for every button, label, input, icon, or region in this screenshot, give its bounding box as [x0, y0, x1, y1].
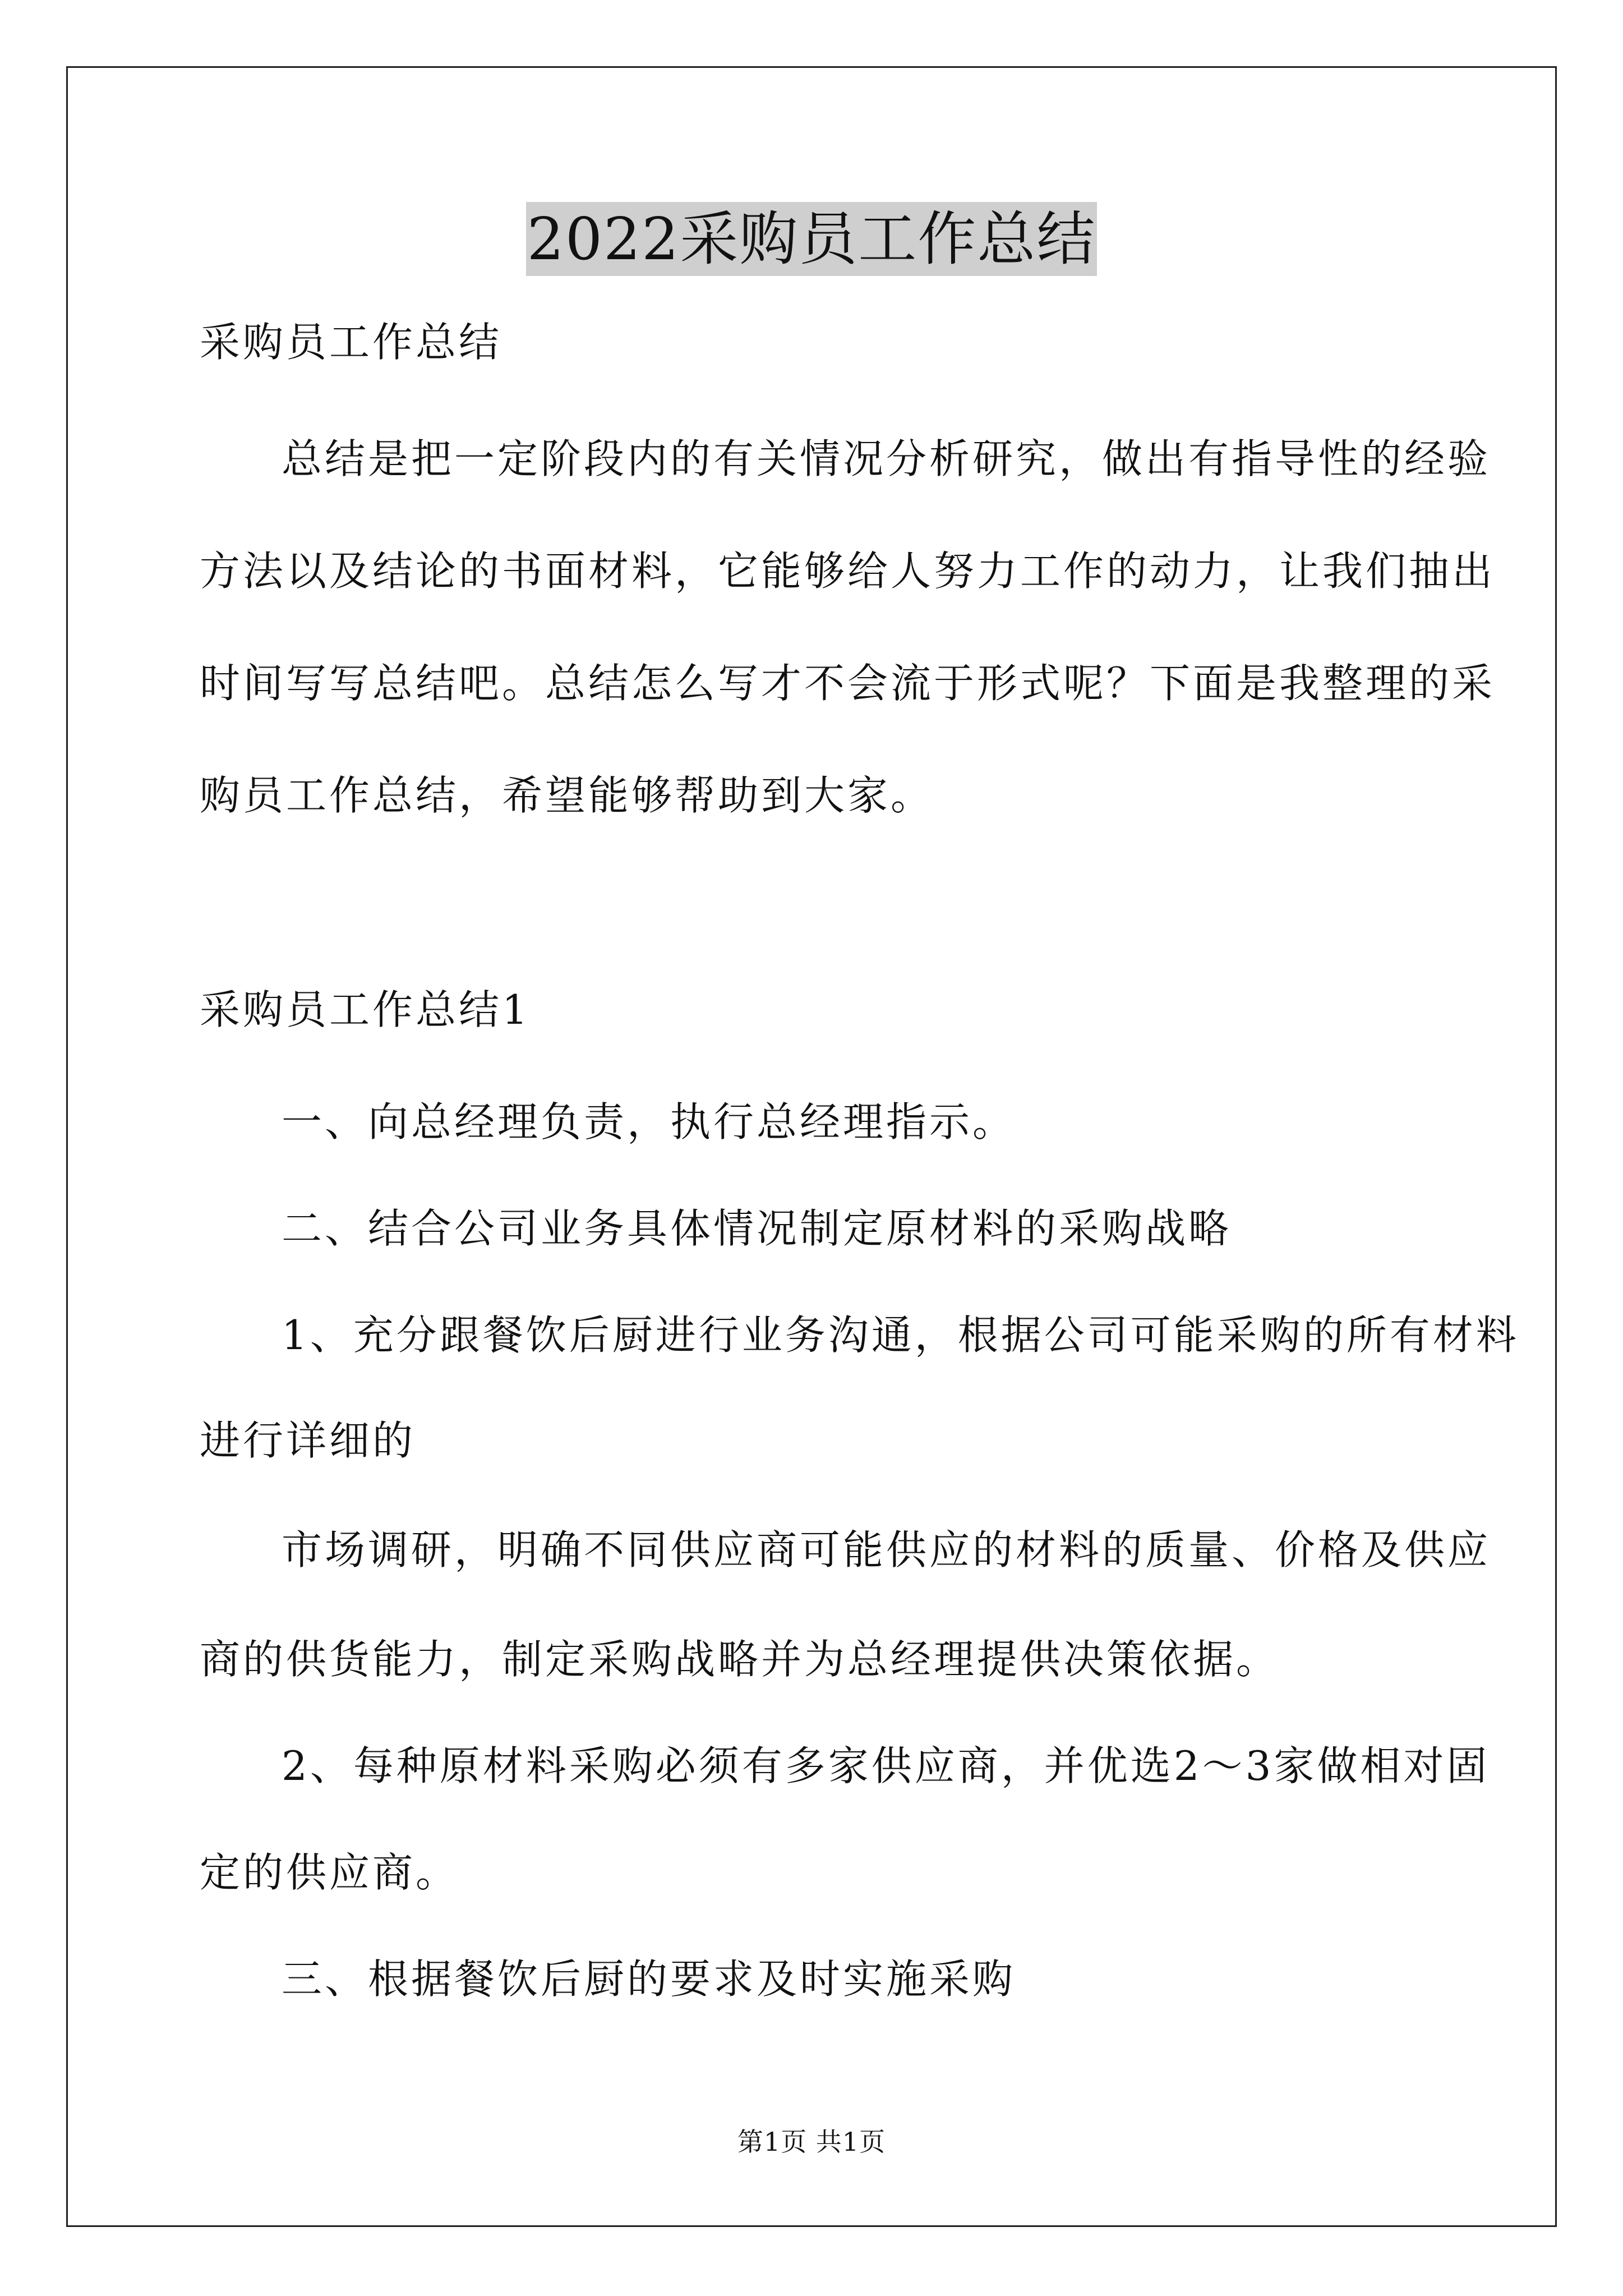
paragraph-line: 市场调研，明确不同供应商可能供应的材料的质量、价格及供应	[282, 1526, 1491, 1573]
paragraph-line: 商的供货能力，制定采购战略并为总经理提供决策依据。	[200, 1636, 1280, 1683]
paragraph-line: 进行详细的	[200, 1417, 416, 1464]
paragraph-line: 三、根据餐饮后厨的要求及时实施采购	[282, 1955, 1016, 2003]
paragraph-line: 定的供应商。	[200, 1849, 459, 1896]
paragraph-line: 购员工作总结，希望能够帮助到大家。	[200, 772, 934, 819]
page-footer: 第1页 共1页	[737, 2127, 886, 2157]
paragraph-line: 方法以及结论的书面材料，它能够给人努力工作的动力，让我们抽出	[200, 547, 1496, 595]
document-title: 2022采购员工作总结	[526, 202, 1098, 276]
section-heading: 采购员工作总结1	[200, 986, 531, 1033]
paragraph-line: 一、向总经理负责，执行总经理指示。	[282, 1098, 1016, 1145]
title-container	[0, 202, 1623, 276]
section-heading: 采购员工作总结	[200, 319, 502, 366]
paragraph-line: 1、充分跟餐饮后厨进行业务沟通，根据公司可能采购的所有材料	[282, 1312, 1519, 1359]
paragraph-line: 时间写写总结吧。总结怎么写才不会流于形式呢？下面是我整理的采	[200, 660, 1496, 707]
paragraph-line: 2、每种原材料采购必须有多家供应商，并优选2～3家做相对固	[282, 1742, 1490, 1789]
paragraph-line: 总结是把一定阶段内的有关情况分析研究，做出有指导性的经验	[282, 435, 1491, 482]
paragraph-line: 二、结合公司业务具体情况制定原材料的采购战略	[282, 1205, 1232, 1252]
